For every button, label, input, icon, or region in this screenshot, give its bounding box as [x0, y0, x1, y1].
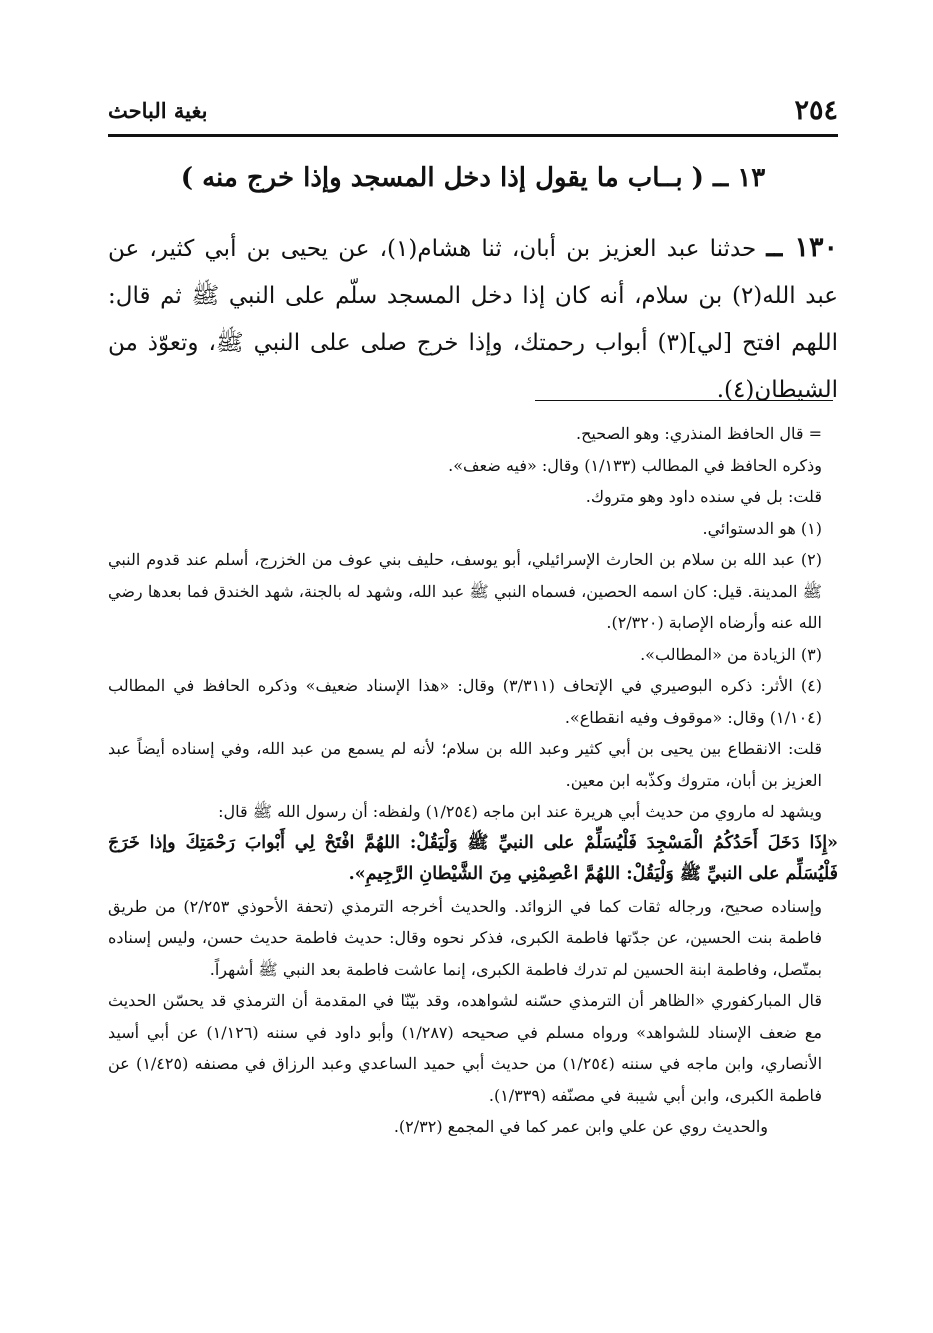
footnote-4: (٤) الأثر: ذكره البوصيري في الإتحاف (٣/٣١١) وقال: «هذا الإسناد ضعيف» وذكره الحافظ في المطالب (١/١٠٤) وقال: «موقوف وفيه انقطاع».	[108, 676, 823, 727]
footnote-3: (٣) الزيادة من «المطالب».	[640, 644, 822, 664]
running-title: بغية الباحث	[108, 97, 208, 123]
hadith-body: حدثنا عبد العزيز بن أبان، ثنا هشام(١)، عن يحيى بن أبي كثير، عن عبد الله(٢) بن سلام، أنه كان إذا دخل المسجد سلّم على النبي ﷺ ثم قال: اللهم افتح [لي](٣) أبواب رحمتك، وإذا خرج صلى على النبي ﷺ، وتعوّذ من الشيطان(٤).	[108, 236, 839, 403]
footnote-1: (١) هو الدستوائي.	[702, 518, 822, 538]
chapter-title: ١٣ ــ ( بــاب ما يقول إذا دخل المسجد وإذا خرج منه )	[180, 163, 766, 193]
footnote-line: قال المباركفوري «الظاهر أن الترمذي حسّنه لشواهده، وقد بيّنّا في المقدمة أن الترمذي قد يحسّن الحديث مع ضعف الإسناد للشواهد» ورواه مسلم في صحيحه (١/٢٨٧) وأبو داود في سننه (١/١٢٦) عن أبي أسيد الأنصاري، وابن ماجه في سننه (١/٢٥٤) من حديث أبي حميد الساعدي وعبد الرزاق في مصنفه (١/٤٢٥) عن فاطمة الكبرى، وابن أبي شيبة في مصنّفه (١/٣٣٩).	[108, 991, 823, 1105]
hadith-number: ١٣٠ ــ	[766, 232, 838, 263]
footnote-line: قلت: بل في سنده داود وهو متروك.	[585, 487, 822, 506]
page-number: ٢٥٤	[794, 94, 838, 126]
header-rule	[108, 134, 838, 137]
hadith-text	[108, 224, 838, 414]
footnote-line: ويشهد له ماروي من حديث أبي هريرة عند ابن ماجه (١/٢٥٤) ولفظه: أن رسول الله ﷺ قال:	[218, 802, 822, 821]
hadith-quote: «إِذَا دَخَلَ أَحَدُكُمُ الْمَسْجِدَ فَلْيُسَلِّمْ على النبيِّ ﷺ وَلْيَقُلْ: اللهُمَّ افْتَحْ لِي أَبْوابَ رَحْمَتِكَ وإذا خَرَجَ فَلْيُسَلِّم على النبيِّ ﷺ وَلْيَقُلْ: اللهُمَّ اعْصِمْنِي مِنَ الشَّيْطانِ الرَّجِيمِ».	[108, 832, 838, 884]
footnote-line: وإسناده صحيح، ورجاله ثقات كما في الزوائد. والحديث أخرجه الترمذي (تحفة الأحوذي ٢/٢٥٣) من طريق فاطمة بنت الحسين، عن جدّتها فاطمة الكبرى، فذكر نحوه وقال: حديث فاطمة حديث حسن، وليس إسناده بمتّصل، وفاطمة ابنة الحسين لم تدرك فاطمة الكبرى، إنما عاشت فاطمة بعد النبي ﷺ أشهراً.	[108, 896, 822, 979]
footnote-line: قلت: الانقطاع بين يحيى بن أبي كثير وعبد الله بن سلام؛ لأنه لم يسمع من عبد الله، وفي إسناده أيضاً عبد العزيز بن أبان، متروك وكذّبه ابن معين.	[108, 739, 822, 790]
footnote-continuation: = قال الحافظ المنذري: وهو الصحيح.	[576, 424, 822, 443]
footnote-2: (٢) عبد الله بن سلام بن الحارث الإسرائيلي، أبو يوسف، حليف بني عوف من الخزرج، أسلم عند قدوم النبي ﷺ المدينة. قيل: كان اسمه الحصين، فسماه النبي ﷺ عبد الله، وشهد له بالجنة، شهد الخندق فما بعدها رضي الله عنه وأرضاه الإصابة (٢/٣٢٠).	[108, 550, 823, 632]
footnote-line: وذكره الحافظ في المطالب (١/١٣٣) وقال: «فيه ضعف».	[448, 455, 822, 475]
footnote-separator	[535, 400, 833, 401]
footnotes	[108, 418, 838, 1143]
page-header	[108, 92, 838, 128]
footnote-line: والحديث روي عن علي وابن عمر كما في المجمع (٢/٣٢).	[393, 1117, 768, 1136]
